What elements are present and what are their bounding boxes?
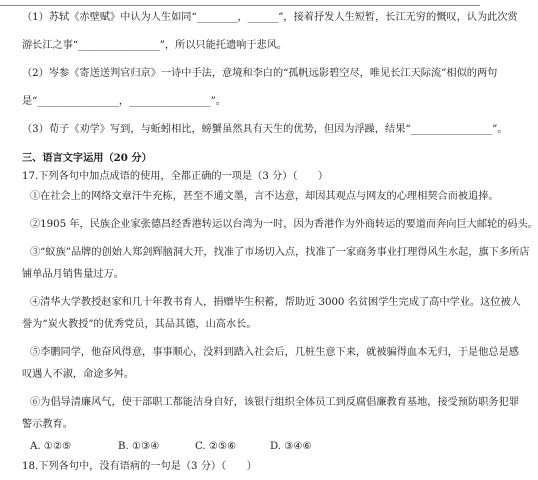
q17-option-2: ②1905 年，民族企业家张德昌经香港转运以台湾为一时，因为香港作为外商转运的要道而奔向巨大邮轮的码头。 [30, 219, 538, 230]
q17-choice-d: D. ③④⑥ [270, 441, 312, 452]
q17-option-5-line1: ⑤李鹏同学，他奋风得意，事事顺心，没料到踏入社会后，几桩生意下来，就被骗得血本无归，于是他总是感 [30, 347, 519, 358]
q17-option-6-line1: ⑥为倡导清廉风气，使干部职工都能洁身自好，该银行组织全体员工到反腐倡廉教育基地，接受预防职务犯罪 [30, 397, 519, 408]
q2-line2: 是“________________，________________”。 [22, 96, 226, 107]
q3-line: （3）荀子《劝学》写到，与蚯蚓相比，螃蟹虽然具有天生的优势，但因为浮躁，结果“________________”。 [22, 124, 508, 135]
q17-choice-c: C. ②⑤⑥ [195, 441, 237, 452]
q1-line2: 游长江之事“________________”，所以只能托遗响于悲风。 [22, 40, 288, 51]
q2-line1: （2）岑参《寄送送判官归京》一诗中手法，意境和李白的“孤帆远影碧空尽，唯见长江天际流”相似的两句 [22, 68, 498, 79]
q18-stem: 18.下列各句中，没有语病的一句是（3 分）（ ） [22, 461, 257, 472]
section-heading: 三、语言文字运用（20 分） [22, 152, 152, 164]
q17-option-3-line2: 铺单品月销售量过万。 [22, 269, 124, 280]
q17-option-4-line1: ④清华大学教授赵家和几十年教书育人，捐赠毕生积蓄，帮助近 3000 名贫困学生完成了高中学业。这位被人 [30, 297, 521, 308]
top-rule [0, 5, 480, 6]
q17-choice-a: A. ①②⑤ [30, 441, 72, 452]
q17-option-5-line2: 叹遇人不淑，命途多舛。 [22, 369, 135, 380]
q17-option-6-line2: 警示教育。 [22, 419, 73, 430]
q17-option-1: ①在社会上的网络文章汗牛充栋，甚至不通文墨，言不达意，却因其观点与网友的心理相契合而被追捧。 [30, 191, 499, 202]
q17-option-4-line2: 誉为“炭火教授”的优秀党员，其品其德，山高水长。 [22, 319, 257, 330]
q17-option-3-line1: ③“蚁族”品牌的创始人郑剑辉脑洞大开，找准了市场切入点，找准了一家商务事业打理得风生水起，旗下多所店 [30, 247, 530, 258]
q1-line1: （1）苏轼《赤壁赋》中认为人生如同“________，______”，接着抒发人生短暂，长江无穷的慨叹，认为此次赏 [22, 12, 518, 23]
q17-choice-b: B. ①③④ [118, 441, 160, 452]
q17-stem: 17.下列各句中加点成语的使用，全都正确的一项是（3 分）（ ） [22, 171, 329, 182]
